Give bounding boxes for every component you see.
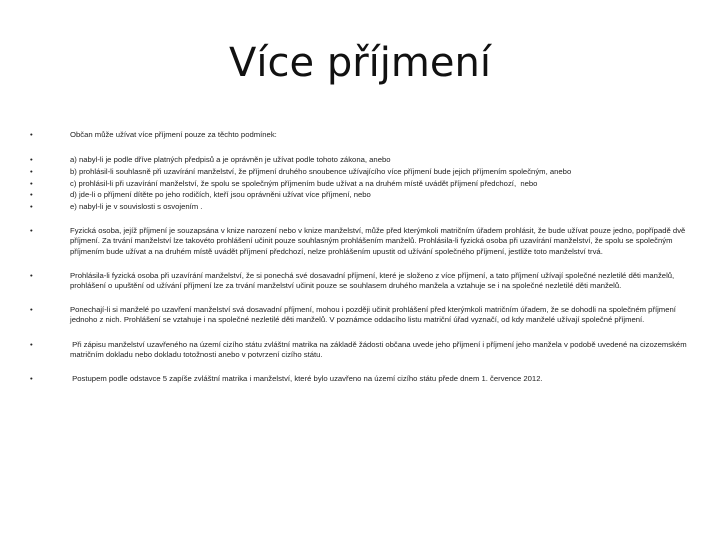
bullet-text: d) jde-li o příjmení dítěte po jeho rodičích, kteří jsou oprávněni užívat více příjmení, nebo: [70, 190, 371, 200]
bullet-item: [30, 190, 692, 200]
bullet-item: [30, 374, 692, 384]
bullet-dot-icon: •: [30, 166, 33, 176]
bullet-item: [30, 271, 692, 291]
bullet-dot-icon: •: [30, 339, 33, 349]
bullet-item: [30, 155, 692, 165]
bullet-item: [30, 202, 692, 212]
bullet-item: [30, 226, 692, 257]
bullet-text: Občan může užívat více příjmení pouze za těchto podmínek:: [70, 130, 277, 139]
bullet-text: c) prohlásil-li při uzavírání manželství, že spolu se společným příjmením bude užívat a na druhém místě uvádět příjmení předchozí, nebo: [70, 178, 538, 188]
bullet-text: Prohlásila-li fyzická osoba při uzavírání manželství, že si ponechá své dosavadní příjmení, které je složeno z více příjmení, a tato příjmení užívají společné nezletilé děti manželů, prohlášení o upuštění od užívání příjmení lze za trvání manželství učinit pouze se souhlasem druhého manžela a vztahuje se i na společné nezletilé děti manželů.: [70, 270, 677, 291]
bullet-text: b) prohlásil-li souhlasně při uzavírání manželství, že příjmení druhého snoubence užívajícího více příjmení bude jejich příjmením společným, anebo: [70, 166, 572, 176]
bullet-dot-icon: •: [30, 305, 33, 315]
bullet-text: a) nabyl-li je podle dříve platných předpisů a je oprávněn je užívat podle tohoto zákona, anebo: [70, 155, 391, 165]
bullet-dot-icon: •: [30, 130, 33, 139]
bullet-dot-icon: •: [30, 155, 33, 165]
bullet-item: [30, 130, 692, 140]
bullet-item: [30, 305, 692, 325]
bullet-text: Při zápisu manželství uzavřeného na území cizího státu zvláštní matrika na základě žádosti občana uvede jeho příjmení i příjmení jeho manžela v podobě uvedené na cizozemském matričním dokladu nebo dokladu totožnosti anebo v potvrzení cizího státu.: [70, 339, 689, 359]
bullet-dot-icon: •: [30, 226, 33, 236]
bullet-text: Postupem podle odstavce 5 zapíše zvláštní matrika i manželství, které bylo uzavřeno na území cizího státu přede dnem 1. července 2012.: [70, 374, 543, 384]
bullet-dot-icon: •: [30, 374, 33, 384]
bullet-item: [30, 340, 692, 360]
bullet-dot-icon: •: [30, 202, 33, 212]
bullet-text: Ponechají-li si manželé po uzavření manželství svá dosavadní příjmení, mohou i později učinit prohlášení před kterýmkoli matričním úřadem, že se dohodli na společném příjmení jednoho z nich. Prohlášení se vztahuje i na společné nezletilé děti manželů. V poznámce oddacího listu matriční úřad vyznačí, od kdy manželé užívají společné příjmení.: [70, 305, 679, 325]
bullet-dot-icon: •: [30, 190, 33, 200]
bullet-dot-icon: •: [30, 270, 33, 280]
bullet-item: [30, 167, 692, 177]
bullet-item: [30, 179, 692, 189]
bullet-text: e) nabyl-li je v souvislosti s osvojením .: [70, 202, 203, 212]
slide-title: Více příjmení: [229, 40, 491, 86]
bullet-list: [30, 128, 692, 384]
bullet-dot-icon: •: [30, 178, 33, 188]
bullet-text: Fyzická osoba, jejíž příjmení je souzapsána v knize narození nebo v knize manželství, může před kterýmkoli matričním úřadem prohlásit, že bude užívat pouze jedno, popřípadě dvě příjmení. Za trvání manželství lze takovéto prohlášení učinit pouze souhlasným prohlášením manželů. Prohlásila-li fyzická osoba při uzavírání manželství, že spolu se společným příjmením bude užívat a na druhém místě uvádět příjmení předchozí, nelze prohlášením upustit od užívání společného příjmení, jestliže toto manželství trvá.: [70, 226, 688, 256]
